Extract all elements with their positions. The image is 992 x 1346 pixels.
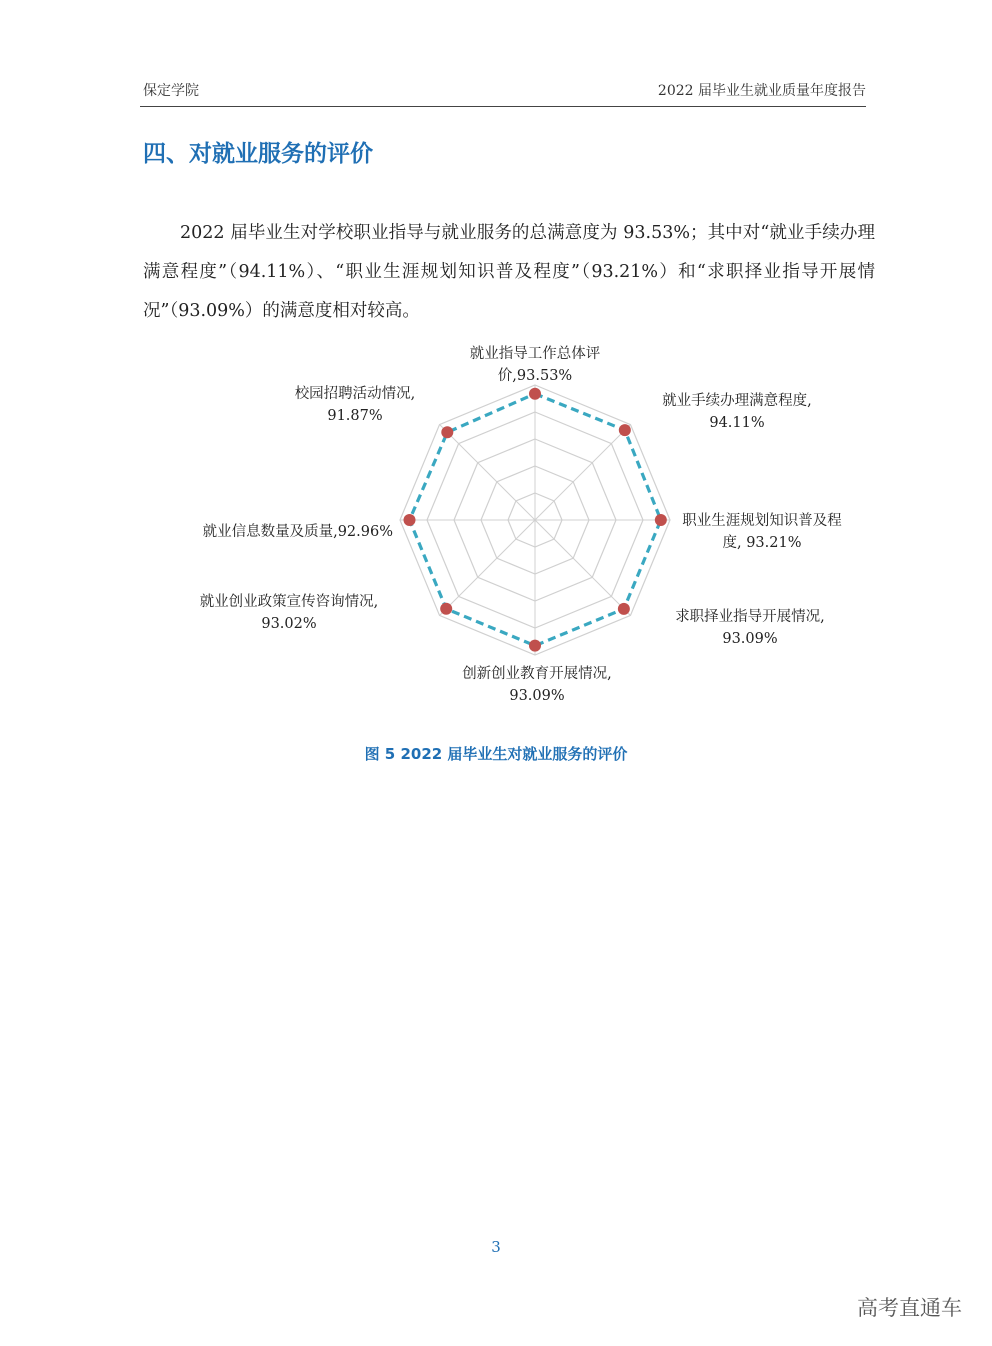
radar-label-line: 价,93.53% <box>497 368 573 384</box>
radar-label-line: 93.02% <box>261 616 317 632</box>
section-title: 四、对就业服务的评价 <box>143 141 373 167</box>
radar-label-line: 93.09% <box>722 631 778 647</box>
radar-label-3 <box>682 512 842 551</box>
radar-label-line: 就业手续办理满意程度, <box>662 393 812 409</box>
radar-label-line: 校园招聘活动情况, <box>294 386 416 402</box>
radar-point-6 <box>440 603 452 615</box>
radar-label-line: 创新创业教育开展情况, <box>462 666 612 682</box>
radar-label-6 <box>200 593 379 632</box>
radar-point-5 <box>529 640 541 652</box>
radar-label-line: 就业信息数量及质量,92.96% <box>202 524 393 540</box>
radar-label-8 <box>295 384 416 424</box>
radar-label-line: 就业指导工作总体评 <box>469 346 601 362</box>
radar-label-line: 就业创业政策宣传咨询情况, <box>199 594 379 610</box>
body-paragraph: 2022 届毕业生对学校职业指导与就业服务的总满意度为 93.53%；其中对“就业手续办理满意程度”（94.11%）、“职业生涯规划知识普及程度”（93.21%）和“求职择业指导开展情况”（93.09%）的满意度相对较高。 <box>143 222 875 321</box>
radar-point-3 <box>655 514 667 526</box>
radar-label-line: 94.11% <box>709 415 765 431</box>
header-institution: 保定学院 <box>143 83 199 99</box>
radar-label-line: 91.87% <box>327 408 383 424</box>
radar-point-1 <box>529 388 541 400</box>
radar-label-1 <box>470 345 601 384</box>
radar-label-line: 度, 93.21% <box>722 535 802 551</box>
radar-label-4 <box>675 607 825 647</box>
radar-point-8 <box>441 426 453 438</box>
radar-label-5 <box>462 664 612 704</box>
watermark: 高考直通车 <box>857 1296 962 1320</box>
radar-point-2 <box>619 424 631 436</box>
radar-point-7 <box>404 514 416 526</box>
radar-label-line: 职业生涯规划知识普及程 <box>682 513 842 529</box>
radar-label-2 <box>662 391 812 431</box>
radar-label-line: 93.09% <box>509 688 565 704</box>
radar-label-7 <box>203 523 393 540</box>
figure-caption: 图 5 2022 届毕业生对就业服务的评价 <box>364 745 628 763</box>
header-report-title: 2022 届毕业生就业质量年度报告 <box>657 83 866 99</box>
radar-label-line: 求职择业指导开展情况, <box>675 609 825 625</box>
radar-point-4 <box>618 603 630 615</box>
page-number: 3 <box>491 1238 501 1256</box>
